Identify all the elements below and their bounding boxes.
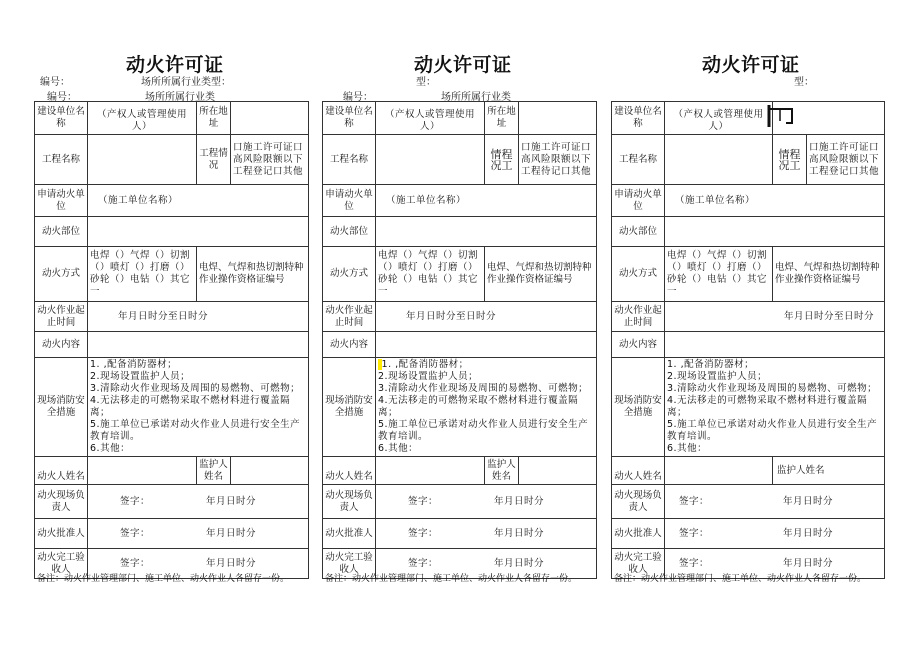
measure-item: 2.现场设置监护人员；: [378, 371, 479, 382]
industry-type-label-3: 型：: [794, 77, 814, 88]
location-value[interactable]: [231, 102, 309, 135]
measure-item: 5.施工单位已承诺对动火作业人员进行安全生产教育培训。: [90, 419, 301, 442]
acceptor-label: 动火完工验收人: [612, 549, 665, 579]
permit-form-3: [611, 101, 885, 579]
measure-item: 6.其他：: [667, 443, 708, 454]
project-options: 口施工许可证口高风险限额以下工程登记口其他: [807, 135, 885, 185]
measure-item: 3.清除动火作业现场及周围的易燃物、可燃物；: [378, 383, 589, 394]
time-range: 年月日时分至日时分: [665, 302, 885, 332]
owner-hint: （产权人或管理使用人）: [376, 102, 485, 135]
permit-title-1: 动火许可证: [126, 54, 224, 76]
measure-item: 5.施工单位已承诺对动火作业人员进行安全生产教育培训。: [667, 419, 878, 442]
apply-unit-label: 申请动火单位: [323, 185, 376, 217]
approver-label: 动火批准人: [35, 519, 88, 549]
serial-number-label: 编号：: [40, 77, 70, 88]
person-label: 动火人姓名: [35, 457, 88, 485]
industry-label-a: 场所所属行业类: [145, 92, 215, 103]
project-name-label: 工程名称: [35, 135, 88, 185]
time-range: 年月日时分至日时分: [88, 302, 309, 332]
permit-title-2: 动火许可证: [414, 54, 512, 76]
sign-label: 签字：: [679, 495, 710, 507]
person-label: 动火人姓名: [612, 457, 665, 485]
date-label: 年月日时分: [494, 527, 545, 539]
site-leader-label: 动火现场负责人: [35, 485, 88, 519]
person-value[interactable]: [376, 457, 485, 485]
apply-unit-label: 申请动火单位: [612, 185, 665, 217]
measure-item: 1. ,配备消防器材；: [378, 359, 594, 371]
person-label: 动火人姓名: [323, 457, 376, 485]
measure-item: 4.无法移走的可燃物采取不燃材料进行覆盖隔离；: [90, 395, 291, 418]
project-options: 口施工许可证口高风险限额以下工程登记口其他: [231, 135, 309, 185]
measure-item: 4.无法移走的可燃物采取不燃材料进行覆盖隔离；: [667, 395, 868, 418]
project-name-label: 工程名称: [612, 135, 665, 185]
sign-label: 签字：: [120, 527, 151, 539]
project-status-label: 工程情况: [197, 135, 231, 185]
project-name-value[interactable]: [88, 135, 197, 185]
measure-item: 2.现场设置监护人员；: [667, 371, 768, 382]
acceptor-label: 动火完工验收人: [323, 549, 376, 579]
industry-type-label: 场所所属行业类型：: [141, 77, 231, 88]
fire-part-value[interactable]: [665, 217, 885, 247]
fire-methods: 电焊（）气焊（）切割（）喷灯（）打磨（）砂轮（）电钻（）其它一: [88, 247, 197, 302]
cert-label: 电焊、气焊和热切割特种作业操作资格证编号: [197, 247, 309, 302]
sign-label: 签字：: [679, 527, 710, 539]
date-label: 年月日时分: [783, 527, 834, 539]
monitor-label: 监护人姓名: [485, 457, 519, 485]
sign-label: 签字：: [408, 495, 439, 507]
fire-part-value[interactable]: [88, 217, 309, 247]
project-name-value[interactable]: [665, 135, 773, 185]
project-name-label: 工程名称: [323, 135, 376, 185]
sign-label: 签字：: [408, 527, 439, 539]
measure-item: 6.其他：: [90, 443, 131, 454]
measure-item: 1. ,配备消防器材；: [90, 359, 178, 370]
permit-form-1: [34, 101, 309, 579]
project-status-label: 情程况工: [773, 135, 807, 185]
sign-label: 签字：: [120, 495, 151, 507]
fire-method-label: 动火方式: [612, 247, 665, 302]
project-status-label: 情程况工: [485, 135, 519, 185]
fire-method-label: 动火方式: [323, 247, 376, 302]
measure-item: 3.清除动火作业现场及周围的易燃物、可燃物；: [90, 383, 301, 394]
date-label: 年月日时分: [206, 527, 257, 539]
serial-number-label-b: 编号：: [343, 92, 373, 103]
monitor-label: 监护人姓名: [773, 457, 885, 485]
owner-hint: （产权人或管理使用人）: [88, 102, 197, 135]
monitor-value[interactable]: [231, 457, 309, 485]
time-label: 动火作业起止时间: [612, 302, 665, 332]
content-value[interactable]: [665, 332, 885, 358]
fire-part-label: 动火部位: [323, 217, 376, 247]
time-range: 年月日时分至日时分: [376, 302, 597, 332]
build-unit-label: 建设单位名称: [323, 102, 376, 135]
site-leader-label: 动火现场负责人: [323, 485, 376, 519]
site-leader-label: 动火现场负责人: [612, 485, 665, 519]
site-leader-sign[interactable]: [88, 485, 309, 519]
measure-item: 6.其他：: [378, 443, 419, 454]
site-leader-sign[interactable]: [665, 485, 885, 519]
content-label: 动火内容: [35, 332, 88, 358]
site-leader-sign[interactable]: [376, 485, 597, 519]
acceptor-label: 动火完工验收人: [35, 549, 88, 579]
fire-part-label: 动火部位: [612, 217, 665, 247]
measures-list: [88, 358, 309, 457]
approver-sign[interactable]: [665, 519, 885, 549]
industry-type-label-2: 型：: [416, 77, 436, 88]
measures-list: [376, 358, 597, 457]
cert-label: 电焊、气焊和热切割特种作业操作资格证编号: [773, 247, 885, 302]
approver-sign[interactable]: [88, 519, 309, 549]
build-unit-label: 建设单位名称: [35, 102, 88, 135]
measure-item: 4.无法移走的可燃物采取不燃材料进行覆盖隔离；: [378, 395, 579, 418]
measure-item: 1. ,配备消防器材；: [667, 359, 755, 370]
fire-part-label: 动火部位: [35, 217, 88, 247]
approver-sign[interactable]: [376, 519, 597, 549]
permit-form-2: [322, 101, 597, 579]
time-label: 动火作业起止时间: [323, 302, 376, 332]
cert-label: 电焊、气焊和热切割特种作业操作资格证编号: [485, 247, 597, 302]
applicant-hint: （施工单位名称）: [665, 185, 885, 217]
sign-label: 签字：: [408, 557, 439, 569]
apply-unit-label: 申请动火单位: [35, 185, 88, 217]
footer-note-3: 备注：动火作业管理部门、施工单位、动火作业人各留存一份。: [614, 574, 867, 584]
content-value[interactable]: [88, 332, 309, 358]
measures-label: 现场消防安全措施: [35, 358, 88, 457]
measure-item: 5.施工单位已承诺对动火作业人员进行安全生产教育培训。: [378, 419, 589, 442]
content-value[interactable]: [376, 332, 597, 358]
measures-label: 现场消防安全措施: [612, 358, 665, 457]
applicant-hint: （施工单位名称）: [88, 185, 309, 217]
project-name-value[interactable]: [376, 135, 485, 185]
monitor-value[interactable]: [519, 457, 597, 485]
date-label: 年月日时分: [494, 557, 545, 569]
content-label: 动火内容: [323, 332, 376, 358]
fire-methods: 电焊（）气焊（）切割（）喷灯（）打磨（）砂轮（）电钻（）其它一: [665, 247, 773, 302]
fire-method-label: 动火方式: [35, 247, 88, 302]
person-value[interactable]: [665, 457, 773, 485]
time-label: 动火作业起止时间: [35, 302, 88, 332]
sign-label: 签字：: [679, 557, 710, 569]
person-value[interactable]: [88, 457, 197, 485]
build-unit-label: 建设单位名称: [612, 102, 665, 135]
date-label: 年月日时分: [783, 557, 834, 569]
scribble-mark: [766, 103, 800, 129]
footer-note-2: 备注：动火作业管理部门、施工单位、动火作业人各留存一份。: [325, 574, 578, 584]
footer-note-1: 备注：动火作业管理部门、施工单位、动火作业人各留存一份。: [37, 574, 290, 584]
serial-number-label-a: 编号：: [47, 92, 77, 103]
sign-label: 签字：: [120, 557, 151, 569]
measures-list: [665, 358, 885, 457]
date-label: 年月日时分: [494, 495, 545, 507]
location-value[interactable]: [519, 102, 597, 135]
location-label: 所在地址: [485, 102, 519, 135]
project-options: 口施工许可证口高风险限额以下工程待记口其他: [519, 135, 597, 185]
content-label: 动火内容: [612, 332, 665, 358]
date-label: 年月日时分: [783, 495, 834, 507]
permit-title-3: 动火许可证: [702, 54, 800, 76]
date-label: 年月日时分: [206, 495, 257, 507]
location-label: 所在地址: [197, 102, 231, 135]
measure-item: 3.清除动火作业现场及周围的易燃物、可燃物；: [667, 383, 878, 394]
industry-label-b: 场所所属行业类: [441, 92, 511, 103]
fire-part-value[interactable]: [376, 217, 597, 247]
measure-item: 2.现场设置监护人员；: [90, 371, 191, 382]
approver-label: 动火批准人: [612, 519, 665, 549]
approver-label: 动火批准人: [323, 519, 376, 549]
owner-hint: （产权人或管理使用人）: [665, 102, 773, 135]
fire-methods: 电焊（）气焊（）切割（）喷灯（）打磨（）砂轮（）电钻（）其它一: [376, 247, 485, 302]
measures-label: 现场消防安全措施: [323, 358, 376, 457]
monitor-label: 监护人姓名: [197, 457, 231, 485]
applicant-hint: （施工单位名称）: [376, 185, 597, 217]
date-label: 年月日时分: [206, 557, 257, 569]
